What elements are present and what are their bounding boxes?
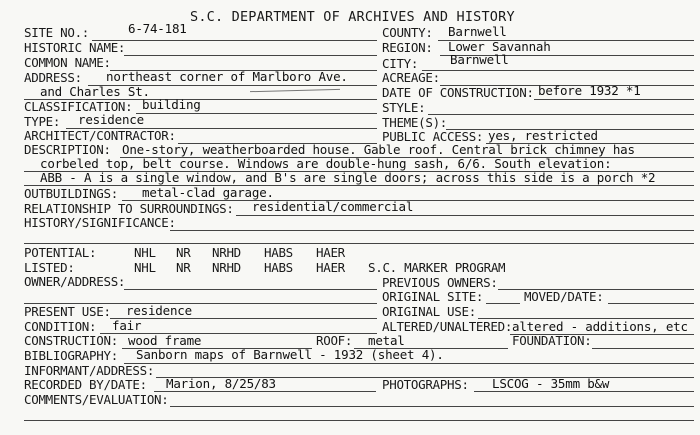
recorded-by-label: RECORDED BY/DATE:	[24, 377, 147, 392]
classification-line	[136, 113, 377, 114]
potential-label: POTENTIAL:	[24, 245, 97, 260]
site-no-line	[92, 40, 377, 41]
moved-date-line	[608, 303, 694, 304]
recorded-by-value: Marion, 8/25/83	[166, 376, 276, 391]
listed-habs: HABS	[264, 260, 293, 275]
common-name-label: COMMON NAME:	[24, 55, 111, 70]
present-use-label: PRESENT USE:	[24, 304, 111, 319]
style-label: STYLE:	[382, 100, 426, 115]
photographs-line	[474, 391, 694, 392]
date-of-construction-value: before 1932 *1	[538, 83, 641, 98]
listed-haer: HAER	[316, 260, 345, 275]
comments-line	[170, 406, 694, 407]
owner-address-label: OWNER/ADDRESS:	[24, 274, 126, 289]
roof-value: metal	[368, 333, 405, 348]
recorded-by-line	[154, 391, 376, 392]
themes-label: THEME(S):	[382, 115, 448, 130]
description-line3-value: ABB - A is a single window, and B's are single doors; across this side is a porch *2	[40, 170, 656, 185]
condition-value: fair	[112, 318, 142, 333]
classification-label: CLASSIFICATION:	[24, 99, 133, 114]
acreage-label: ACREAGE:	[382, 70, 440, 85]
listed-label: LISTED:	[24, 260, 75, 275]
bibliography-value: Sanborn maps of Barnwell - 1932 (sheet 4).	[136, 347, 444, 362]
address-line1-value: northeast corner of Marlboro Ave.	[106, 69, 348, 84]
description-line1-value: One-story, weatherboarded house. Gable roof. Central brick chimney has	[122, 142, 635, 157]
construction-label: CONSTRUCTION:	[24, 333, 118, 348]
outbuildings-value: metal-clad garage.	[142, 185, 274, 200]
history-line-2	[24, 243, 694, 244]
listed-nrhd: NRHD	[212, 260, 241, 275]
style-line	[428, 114, 694, 115]
address-line2-value: and Charles St.	[40, 84, 150, 99]
outbuildings-label: OUTBUILDINGS:	[24, 186, 118, 201]
comments-line-2	[24, 420, 694, 421]
date-of-construction-line	[534, 99, 694, 100]
relationship-line	[236, 215, 694, 216]
present-use-line	[110, 318, 377, 319]
historic-name-line	[124, 55, 377, 56]
roof-label: ROOF:	[316, 333, 353, 348]
moved-date-label: MOVED/DATE:	[524, 289, 604, 304]
history-label: HISTORY/SIGNIFICANCE:	[24, 215, 176, 230]
city-line	[422, 70, 694, 71]
region-value: Lower Savannah	[448, 39, 551, 54]
listed-nhl: NHL	[134, 260, 156, 275]
potential-nhl: NHL	[134, 245, 156, 260]
date-of-construction-label: DATE OF CONSTRUCTION:	[382, 85, 534, 100]
type-value: residence	[78, 112, 144, 127]
description-line-3	[24, 185, 694, 186]
county-value: Barnwell	[448, 24, 507, 39]
construction-value: wood frame	[128, 333, 202, 348]
card-title: S.C. DEPARTMENT OF ARCHIVES AND HISTORY	[190, 9, 515, 25]
foundation-line	[592, 348, 694, 349]
bibliography-label: BIBLIOGRAPHY:	[24, 348, 118, 363]
listed-nr: NR	[176, 260, 191, 275]
address-label: ADDRESS:	[24, 70, 82, 85]
comments-label: COMMENTS/EVALUATION:	[24, 392, 169, 407]
foundation-label: FOUNDATION:	[512, 333, 592, 348]
owner-address-line	[124, 289, 377, 290]
public-access-label: PUBLIC ACCESS:	[382, 129, 484, 144]
history-line	[170, 230, 694, 231]
type-label: TYPE:	[24, 114, 61, 129]
description-label: DESCRIPTION:	[24, 142, 111, 157]
previous-owners-label: PREVIOUS OWNERS:	[382, 275, 498, 290]
site-no-label: SITE NO.:	[24, 25, 90, 40]
classification-value: building	[142, 97, 201, 112]
public-access-value: yes, restricted	[488, 128, 598, 143]
relationship-value: residential/commercial	[252, 199, 414, 214]
informant-label: INFORMANT/ADDRESS:	[24, 363, 155, 378]
city-label: CITY:	[382, 56, 419, 71]
region-label: REGION:	[382, 40, 433, 55]
potential-nrhd: NRHD	[212, 245, 241, 260]
architect-label: ARCHITECT/CONTRACTOR:	[24, 128, 176, 143]
potential-habs: HABS	[264, 245, 293, 260]
present-use-value: residence	[126, 303, 192, 318]
potential-haer: HAER	[316, 245, 345, 260]
site-no-value: 6-74-181	[128, 21, 187, 36]
original-site-line	[486, 303, 520, 304]
bibliography-line	[124, 363, 694, 364]
potential-nr: NR	[176, 245, 191, 260]
marker-program-label: S.C. MARKER PROGRAM	[368, 260, 506, 275]
photographs-value: LSCOG - 35mm b&w	[492, 376, 610, 391]
altered-value: altered - additions, etc	[512, 319, 688, 334]
city-value: Barnwell	[450, 52, 509, 67]
original-use-label: ORIGINAL USE:	[382, 304, 476, 319]
photographs-label: PHOTOGRAPHS:	[382, 377, 469, 392]
handwritten-underline	[250, 89, 340, 92]
historic-name-label: HISTORIC NAME:	[24, 40, 126, 55]
condition-label: CONDITION:	[24, 319, 97, 334]
altered-label: ALTERED/UNALTERED:	[382, 319, 513, 334]
county-label: COUNTY:	[382, 25, 433, 40]
relationship-label: RELATIONSHIP TO SURROUNDINGS:	[24, 201, 234, 216]
description-line2-value: corbeled top, belt course. Windows are double-hung sash, 6/6. South elevation:	[40, 156, 612, 171]
original-site-label: ORIGINAL SITE:	[382, 289, 484, 304]
